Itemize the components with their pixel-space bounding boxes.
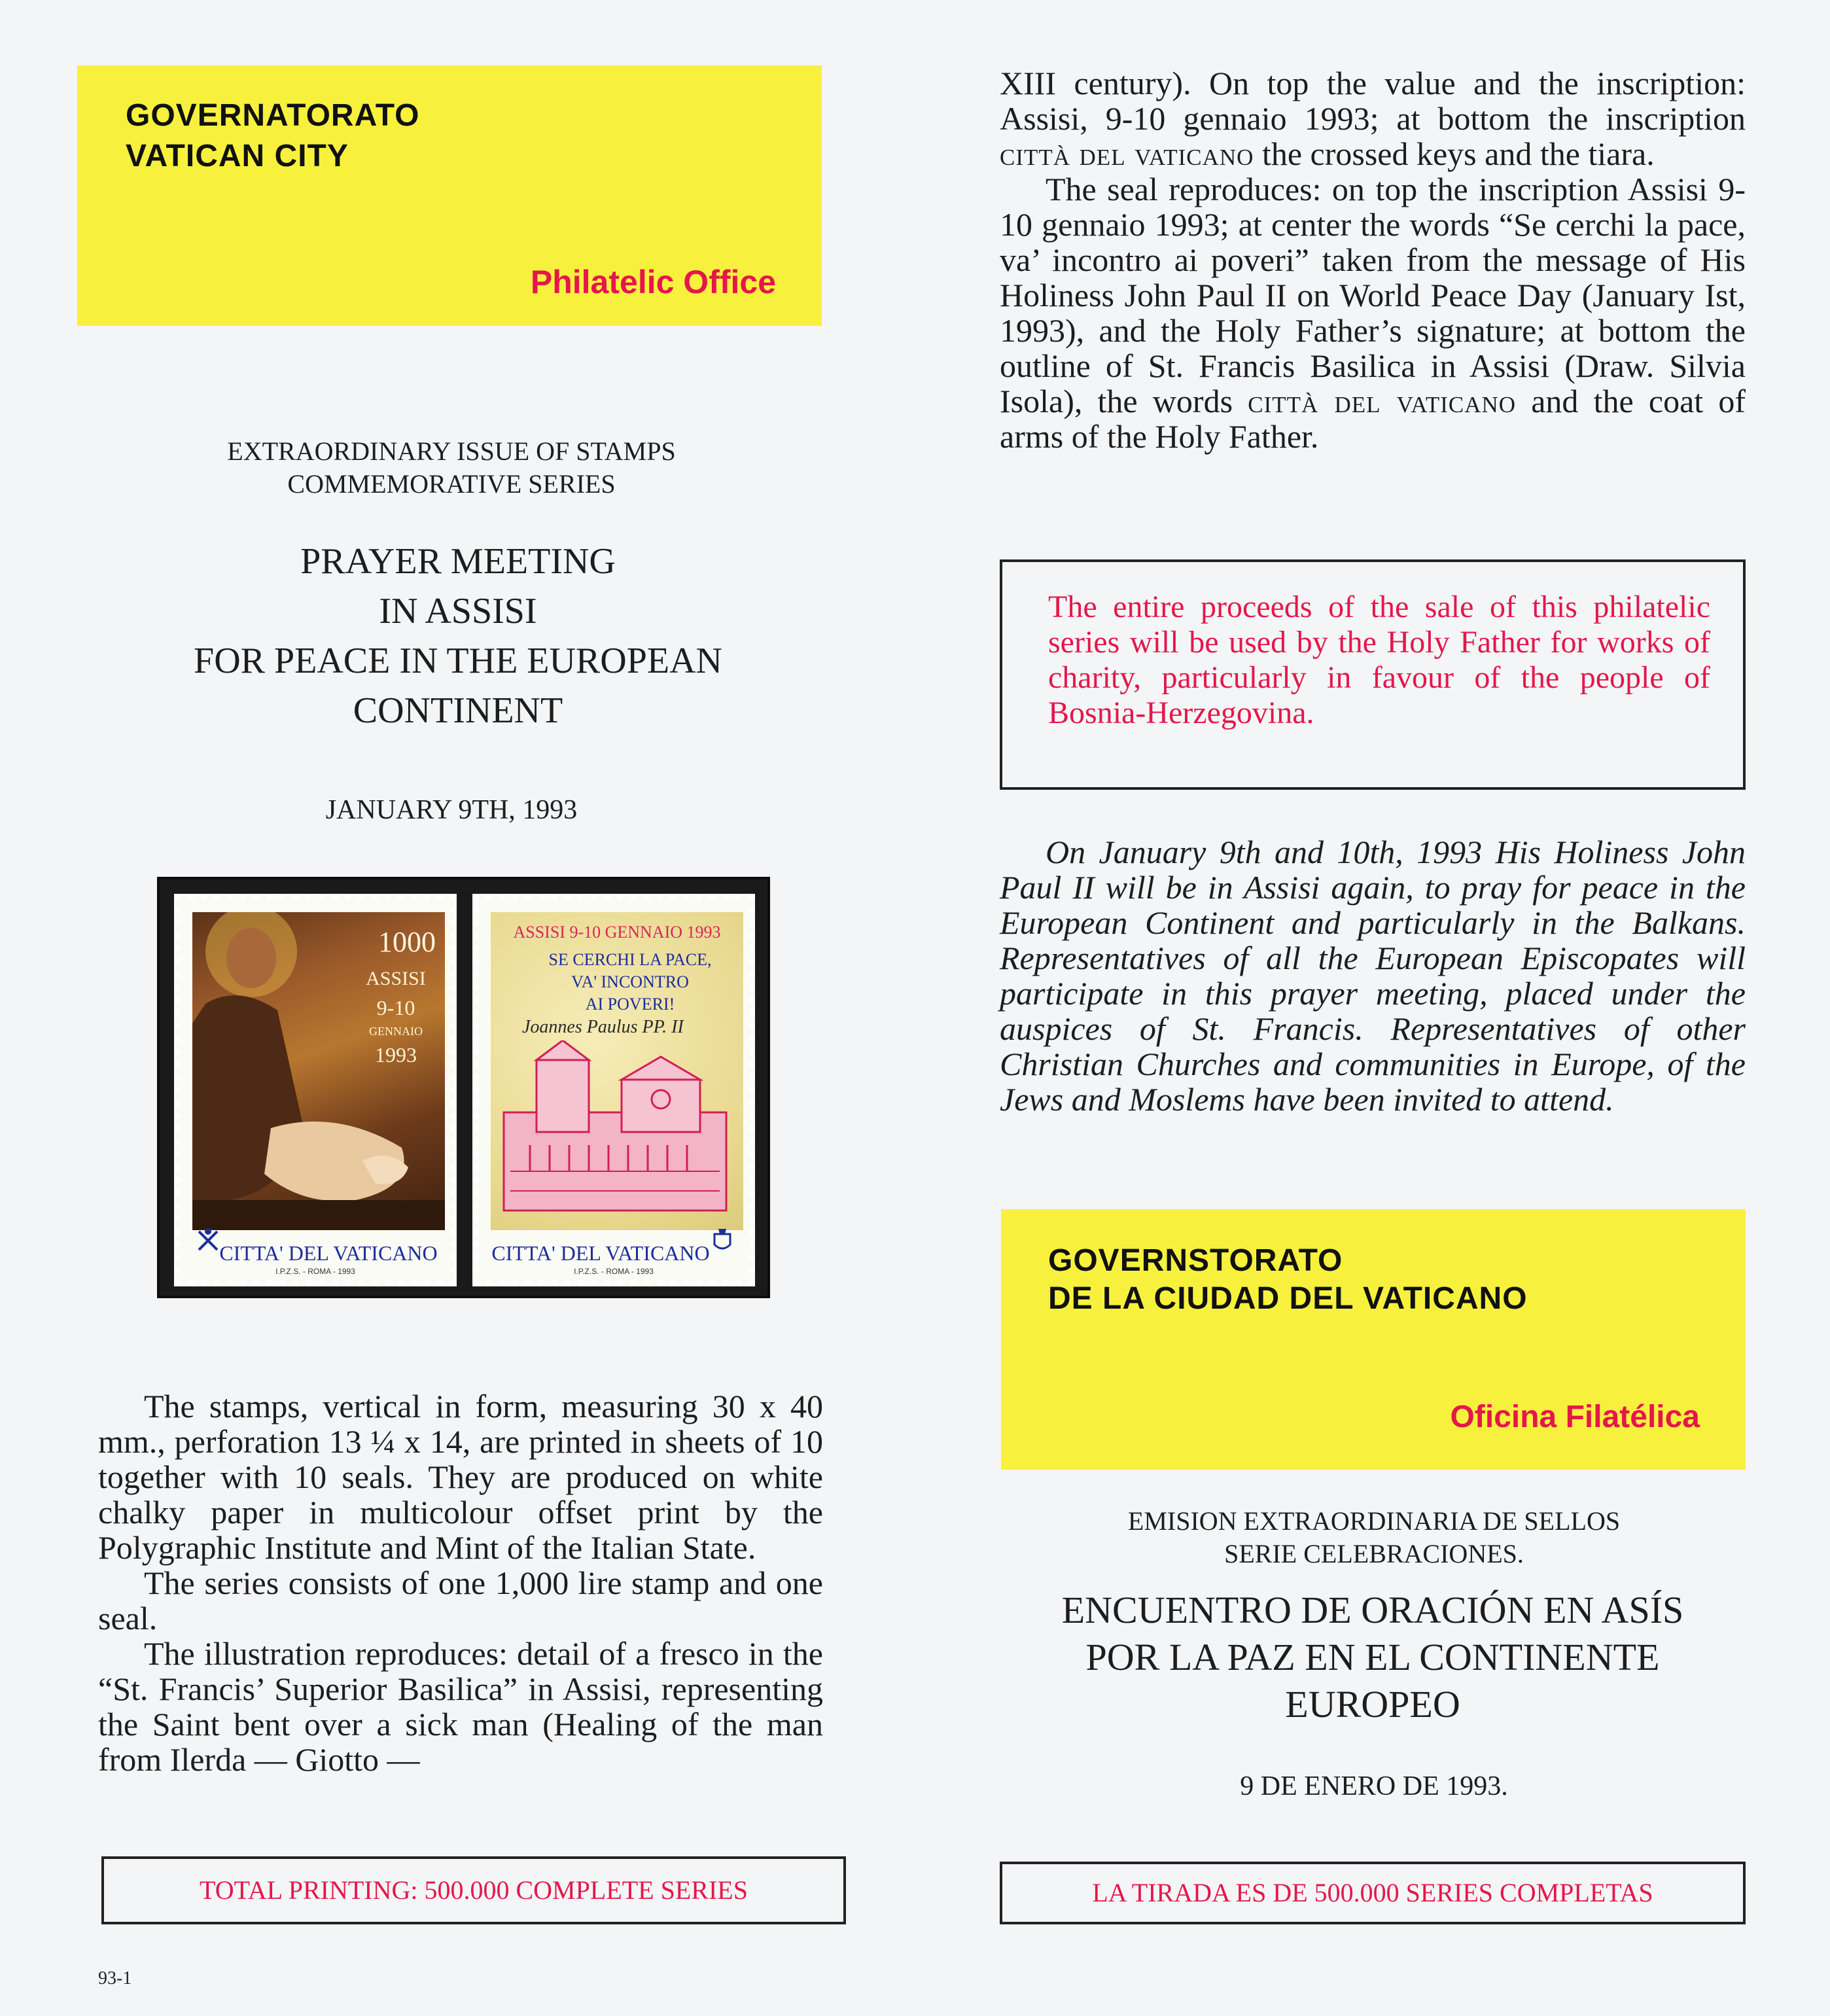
right-issue-date: 9 DE ENERO DE 1993. [1240, 1771, 1508, 1801]
right-office-label: Oficina Filatélica [1450, 1400, 1700, 1434]
left-body-paragraph: The series consists of one 1,000 lire stamp and one seal. [98, 1565, 823, 1636]
papal-coat-of-arms-icon [711, 1228, 734, 1254]
left-header-banner [77, 65, 822, 326]
left-header-line1: GOVERNATORATO [126, 98, 420, 133]
right-issue-heading [1047, 1505, 1701, 1570]
left-title-line: PRAYER MEETING [300, 541, 616, 582]
right-italic-text [1000, 834, 1746, 1117]
right-seal-paragraph [1000, 171, 1746, 454]
stamp-imprint: I.P.Z.S. - ROMA - 1993 [275, 1267, 355, 1276]
right-italic-paragraph: On January 9th and 10th, 1993 His Holiness John Paul II will be in Assisi again, to pray for peace in the European Continent and particularly in the Balkans. Representatives of all the European Episcopates will participate in this prayer meeting, placed under the auspices of St. Francis. Representatives of other Christian Churches and communities in Europe, of the Jews and Moslems have been invited to attend. [1000, 834, 1746, 1118]
left-issue-line1: EXTRAORDINARY ISSUE OF STAMPS [227, 436, 676, 466]
proceeds-box [1000, 559, 1746, 790]
fresco-image [192, 912, 445, 1230]
left-issue-line2: COMMEMORATIVE SERIES [287, 469, 616, 499]
seal-quote-line: AI POVERI! [585, 995, 675, 1014]
seal-imprint: I.P.Z.S. - ROMA - 1993 [574, 1267, 654, 1276]
basilica-illustration [491, 1040, 743, 1230]
right-title [1000, 1587, 1746, 1728]
right-header-line2: DE LA CIUDAD DEL VATICANO [1048, 1281, 1528, 1316]
left-issue-heading [196, 435, 707, 501]
right-title-line: ENCUENTRO DE ORACIÓN EN ASÍS [1061, 1589, 1684, 1631]
left-office-label: Philatelic Office [530, 264, 776, 300]
left-total-printing-text: TOTAL PRINTING: 500.000 COMPLETE SERIES [200, 1875, 748, 1905]
left-body-paragraph: The illustration reproduces: detail of a fresco in the “St. Francis’ Superior Basilica” in Assisi, representing the Saint bent over a sick man (Healing of the man from Ilerda — Giotto — [98, 1635, 823, 1778]
seal-quote [517, 949, 743, 1016]
right-header-banner [1001, 1209, 1746, 1470]
seal-top-line: ASSISI 9-10 GENNAIO 1993 [513, 923, 721, 942]
right-continued-text-a: XIII century). On top the value and the inscription: Assisi, 9-10 gennaio 1993; at bottom the inscription [1000, 65, 1746, 137]
left-total-printing-box [101, 1856, 846, 1924]
right-continued-paragraph [1000, 65, 1746, 171]
stamp-country: CITTA' DEL VATICANO [219, 1241, 438, 1265]
fresco-illustration [192, 912, 445, 1230]
seal-quote-line: VA' INCONTRO [571, 972, 689, 991]
left-title-line: CONTINENT [353, 690, 563, 731]
left-body-text [98, 1388, 823, 1777]
page-number: 93-1 [98, 1968, 132, 1989]
right-issue-line1: EMISION EXTRAORDINARIA DE SELLOS [1127, 1506, 1621, 1536]
right-title-line: EUROPEO [1285, 1683, 1460, 1725]
stamp-day: 9-10 [376, 996, 415, 1019]
stamp-value: 1000 [378, 926, 436, 958]
stamp-seal [472, 894, 755, 1286]
stamp-year: 1993 [375, 1043, 417, 1067]
left-header-line2: VATICAN CITY [126, 139, 349, 173]
right-seal-text-a: The seal reproduces: on top the inscription Assisi 9-10 gennaio 1993; at center the words “Se cerchi la pace, va’ incontro ai poveri” taken from the message of His Holiness John Paul II on World Peace Day (January Ist, 1993), and the Holy Father’s signature; at bottom the outline of St. Francis Basilica in Assisi (Draw. Silvia Isola), the words [1000, 171, 1746, 419]
right-seal-text-b: and the coat of arms of the Holy Father. [1000, 383, 1746, 455]
stamp-pair-frame [157, 877, 770, 1298]
right-continued-text [1000, 65, 1746, 454]
right-header-line1: GOVERNSTORATO [1048, 1243, 1343, 1278]
right-continued-text-b: the crossed keys and the tiara. [1254, 135, 1655, 172]
seal-quote-line: SE CERCHI LA PACE, [548, 950, 712, 969]
left-title [98, 537, 818, 735]
stamp-fresco [174, 894, 457, 1286]
right-seal-smallcaps: città del vaticano [1248, 383, 1517, 419]
right-total-printing-box [1000, 1862, 1746, 1924]
left-title-line: FOR PEACE IN THE EUROPEAN [194, 641, 722, 681]
stamp-month: GENNAIO [369, 1025, 423, 1038]
seal-country: CITTA' DEL VATICANO [491, 1241, 710, 1265]
left-issue-date: JANUARY 9TH, 1993 [325, 795, 578, 825]
right-continued-smallcaps: città del vaticano [1000, 135, 1254, 172]
right-title-line: POR LA PAZ EN EL CONTINENTE [1085, 1636, 1660, 1678]
stamp-inscription [353, 964, 438, 1069]
seal-image [491, 912, 743, 1230]
right-total-printing-text: LA TIRADA ES DE 500.000 SERIES COMPLETAS [1092, 1878, 1653, 1907]
left-body-paragraph: The stamps, vertical in form, measuring 30 x 40 mm., perforation 13 ¼ x 14, are printed in sheets of 10 together with 10 seals. They are produced on white chalky paper in multicolour offset print by the Polygraphic Institute and Mint of the Italian State. [98, 1388, 823, 1566]
stamp-place: ASSISI [366, 968, 426, 989]
right-issue-line2: SERIE CELEBRACIONES. [1224, 1539, 1524, 1568]
proceeds-text: The entire proceeds of the sale of this philatelic series will be used by the Holy Father for works of charity, particularly in favour of the people of Bosnia-Herzegovina. [1048, 590, 1710, 730]
left-title-line: IN ASSISI [379, 591, 537, 631]
seal-signature: Joannes Paulus PP. II [522, 1017, 684, 1037]
